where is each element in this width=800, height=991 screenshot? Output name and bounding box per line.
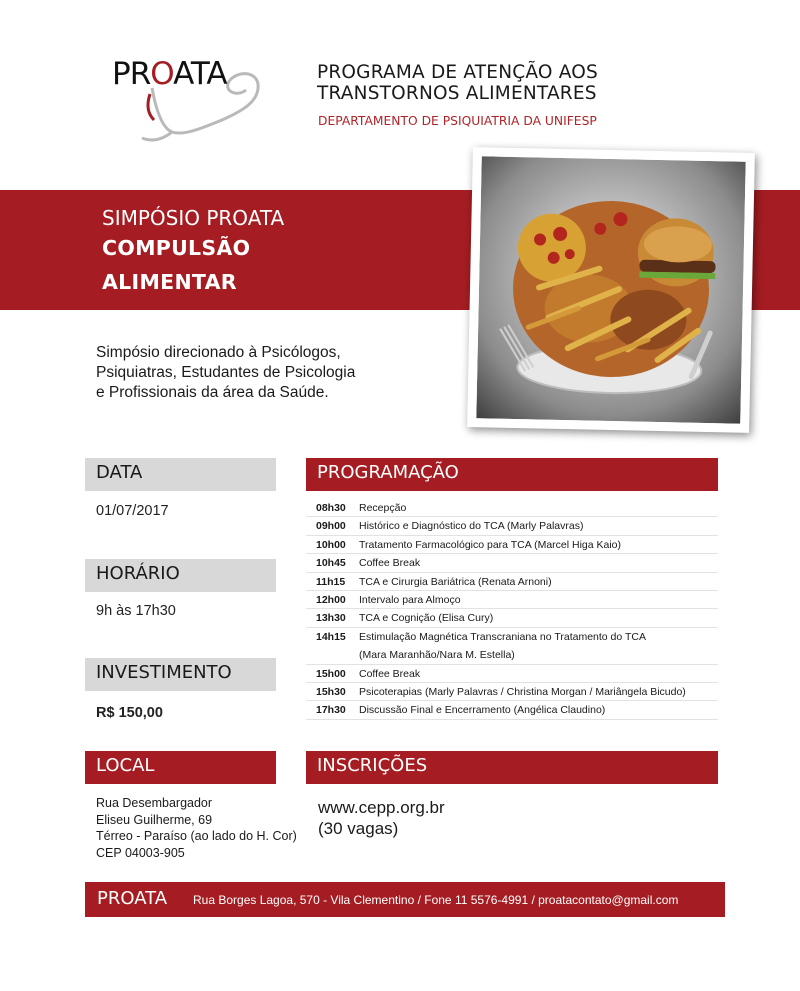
schedule-time: 09h00: [316, 520, 346, 533]
proata-logo: [112, 50, 272, 150]
schedule-row: [306, 701, 718, 719]
local-label: LOCAL: [96, 755, 155, 776]
org-title-line1: PROGRAMA DE ATENÇÃO AOS: [317, 62, 598, 83]
footer-brand: PROATA: [97, 888, 168, 909]
schedule-row: [306, 499, 718, 517]
schedule-row: [306, 554, 718, 572]
schedule-desc: Coffee Break: [359, 667, 421, 680]
schedule-desc: TCA e Cognição (Elisa Cury): [359, 612, 494, 625]
schedule-time: 17h30: [316, 704, 346, 717]
schedule-row: [306, 646, 718, 664]
schedule-time: 11h15: [316, 575, 346, 588]
data-label: DATA: [96, 462, 143, 483]
horario-header: [85, 559, 276, 592]
footer-bar: [85, 882, 725, 917]
schedule-desc: Tratamento Farmacológico para TCA (Marcel Higa Kaio): [359, 538, 622, 551]
schedule-row: [306, 665, 718, 683]
department-label: DEPARTAMENTO DE PSIQUIATRIA DA UNIFESP: [318, 114, 597, 128]
schedule-row: [306, 683, 718, 701]
schedule-time: 08h30: [316, 502, 346, 514]
audience-line: Simpósio direcionado à Psicólogos,: [96, 344, 341, 361]
schedule-desc: Coffee Break: [359, 557, 421, 570]
food-illustration: [476, 156, 745, 423]
schedule-desc: TCA e Cirurgia Bariátrica (Renata Arnoni): [359, 575, 552, 588]
registration-url[interactable]: www.cepp.org.br: [318, 798, 445, 817]
horario-label: HORÁRIO: [96, 563, 180, 584]
programacao-label: PROGRAMAÇÃO: [317, 462, 459, 483]
inscricoes-header: [306, 751, 718, 784]
schedule-row: [306, 591, 718, 609]
audience-description: [96, 343, 386, 403]
schedule-row: [306, 517, 718, 535]
schedule-time: 12h00: [316, 593, 346, 606]
banner-subtitle: SIMPÓSIO PROATA: [102, 206, 285, 230]
address-line: Rua Desembargador: [96, 796, 213, 810]
inscricoes-label: INSCRIÇÕES: [317, 755, 428, 776]
schedule-row: [306, 628, 718, 646]
horario-value: 9h às 17h30: [96, 603, 176, 619]
audience-line: Psiquiatras, Estudantes de Psicologia: [96, 364, 356, 381]
banner-title-line1: COMPULSÃO: [102, 236, 251, 260]
programacao-header: [306, 458, 718, 491]
schedule-time: 10h00: [316, 538, 346, 551]
local-address: [96, 795, 297, 861]
address-line: Térreo - Paraíso (ao lado do H. Cor): [96, 829, 297, 843]
investimento-header: [85, 658, 276, 691]
address-line: CEP 04003-905: [96, 845, 185, 860]
schedule-desc: Estimulação Magnética Transcraniana no Tratamento do TCA: [359, 630, 646, 643]
schedule-row: [306, 609, 718, 627]
logo-wordmark: PROATA: [112, 56, 227, 92]
schedule-desc: (Mara Maranhão/Nara M. Estella): [359, 649, 515, 662]
inscricoes-info: [318, 797, 445, 839]
schedule-desc: Histórico e Diagnóstico do TCA (Marly Palavras): [359, 520, 584, 533]
schedule-row: [306, 536, 718, 554]
schedule-time: 13h30: [316, 612, 346, 625]
org-title-line2: TRANSTORNOS ALIMENTARES: [317, 83, 597, 104]
investimento-label: INVESTIMENTO: [96, 662, 232, 683]
footer-contact: Rua Borges Lagoa, 570 - Vila Clementino / Fone 11 5576-4991 / proatacontato@gmail.com: [193, 893, 679, 907]
schedule-row: [306, 573, 718, 591]
data-header: [85, 458, 276, 491]
schedule-time: 15h30: [316, 685, 346, 698]
address-line: Eliseu Guilherme, 69: [96, 812, 213, 827]
schedule-time: 10h45: [316, 557, 346, 570]
schedule-desc: Recepção: [359, 502, 407, 514]
schedule-desc: Intervalo para Almoço: [359, 593, 461, 606]
banner-title-line2: ALIMENTAR: [102, 270, 237, 294]
audience-line: e Profissionais da área da Saúde.: [96, 384, 329, 401]
investimento-value: R$ 150,00: [96, 705, 163, 721]
schedule-desc: Psicoterapias (Marly Palavras / Christina Morgan / Mariângela Bicudo): [359, 685, 686, 698]
schedule-desc: Discussão Final e Encerramento (Angélica Claudino): [359, 704, 606, 717]
data-value: 01/07/2017: [96, 503, 169, 519]
schedule-list: [306, 499, 718, 720]
food-photo: [467, 147, 755, 433]
schedule-time: 14h15: [316, 630, 346, 643]
schedule-time: 15h00: [316, 667, 346, 680]
local-header: [85, 751, 276, 784]
vacancies-note: (30 vagas): [318, 819, 399, 838]
